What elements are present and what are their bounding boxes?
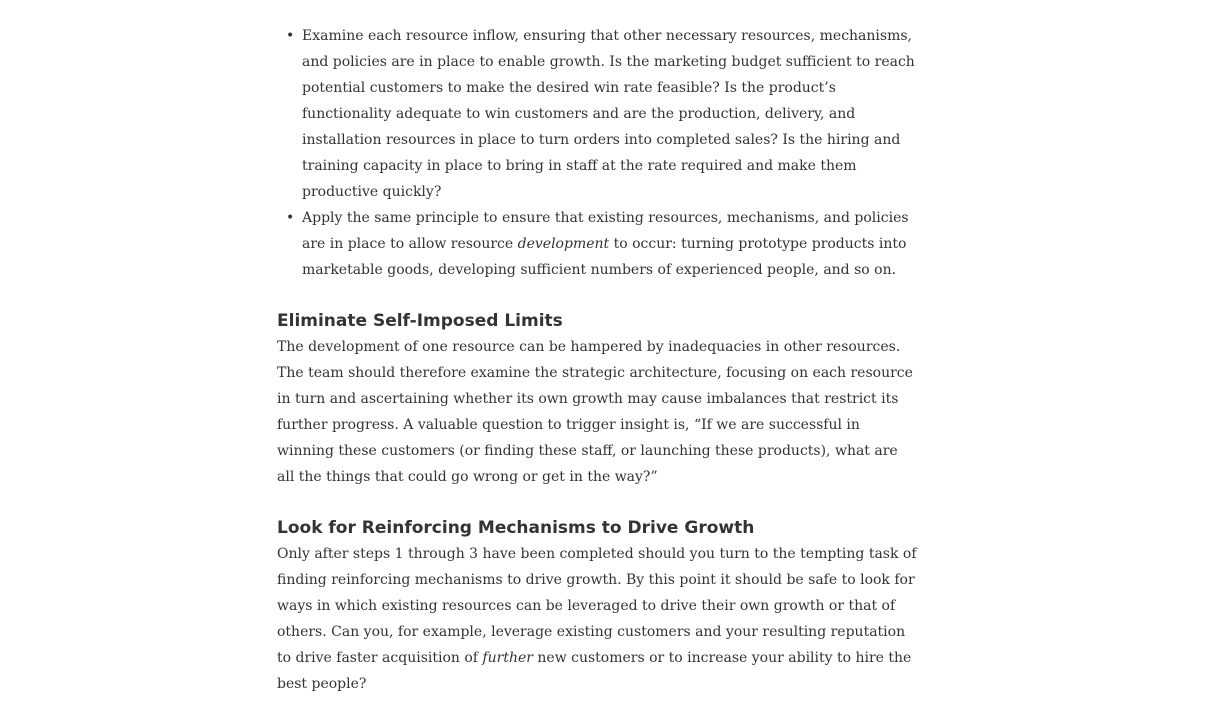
bullet-icon: •	[286, 210, 295, 226]
list-item-text-start: Apply the same principle to ensure that existing resources, mechanisms, and policies are in place to allow resource	[302, 210, 909, 252]
section-paragraph: The development of one resource can be hampered by inadequacies in other resources. The team should therefore examine the strategic architecture, focusing on each resource in turn and ascertaining whether its own growth may cause imbalances that restrict its further progress. A valuable question to trigger insight is, “If we are successful in winning these customers (or finding these staff, or launching these products), what are all the things that could go wrong or get in the way?”	[277, 339, 913, 485]
list-item-emphasis: development	[517, 236, 610, 252]
list-item-text-end: to occur: turning prototype products into marketable goods, developing sufficient numbers of experienced people, and so on.	[302, 236, 907, 278]
section-heading: Look for Reinforcing Mechanisms to Drive Growth	[277, 518, 755, 538]
list-item-text: Examine each resource inflow, ensuring that other necessary resources, mechanisms, and policies are in place to enable growth. Is the marketing budget sufficient to reach potential customers to make the desired win rate feasible? Is the product’s functionality adequate to win customers and are the production, delivery, and installation resources in place to turn orders into completed sales? Is the hiring and training capacity in place to bring in staff at the rate required and make them productive quickly?	[302, 28, 915, 200]
bullet-icon: •	[286, 28, 295, 44]
paragraph-emphasis: further	[482, 650, 533, 666]
article-body	[277, 23, 917, 697]
paragraph-text-start: Only after steps 1 through 3 have been completed should you turn to the tempting task of finding reinforcing mechanisms to drive growth. By this point it should be safe to look for ways in which existing resources can be leveraged to drive their own growth or that of others. Can you, for example, leverage existing customers and your resulting reputation to drive faster acquisition of	[277, 546, 917, 666]
bullet-list	[277, 23, 917, 283]
section-heading: Eliminate Self-Imposed Limits	[277, 311, 563, 331]
section-paragraph	[277, 541, 917, 697]
list-item	[286, 205, 917, 283]
list-item	[286, 23, 917, 205]
paragraph-text-end: new customers or to increase your ability to hire the best people?	[277, 650, 912, 692]
